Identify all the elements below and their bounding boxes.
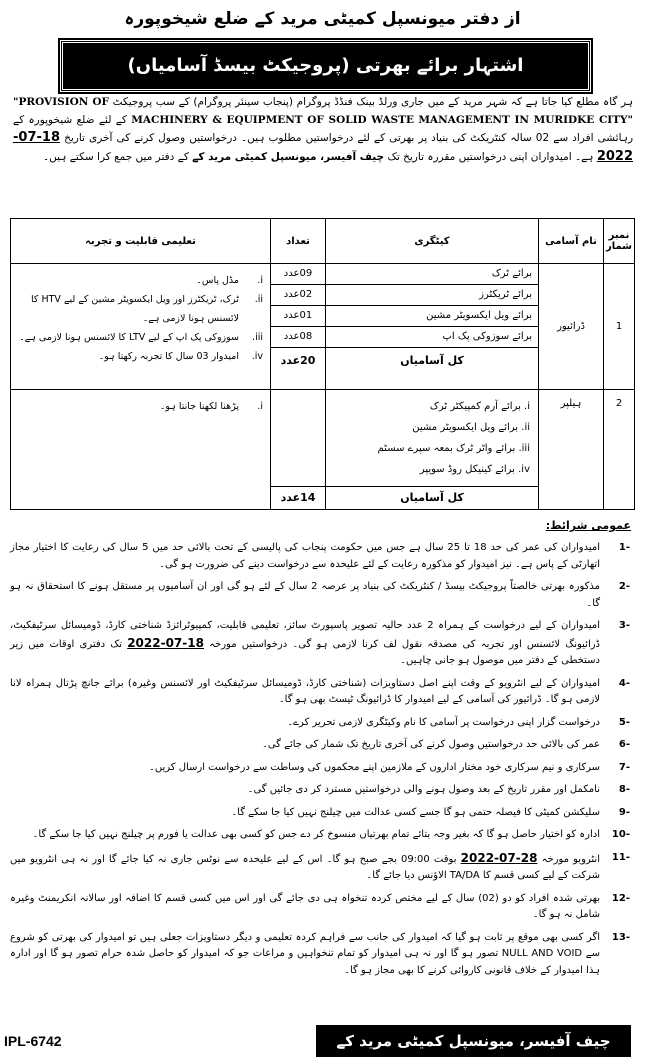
table-row (11, 264, 635, 390)
qualification-item: iii. سوزوکی پک اپ کے لیے LTV کا لائسنس ہونا لازمی ہے۔ (19, 332, 263, 343)
category-item: برائے ٹرک (326, 264, 538, 285)
condition-item: -10 ادارہ کو اختیار حاصل ہو گا کہ بغیر وجہ بتائے تمام بھرتیاں منسوخ کر دے جس کو کسی بھی عدالت یا فورم پر چیلنج نہیں کیا جا سکے گا۔ (32, 829, 630, 840)
category-item: برائے سوزوکی پک اپ (326, 327, 538, 348)
condition-item: -13 اگر کسی بھی موقع پر ثابت ہو گیا کہ امیدوار کی جانب سے فراہم کردہ تعلیمی و دیگر دستاویزات جعلی ہیں تو امیدوار کی بھرتی کو شروع سے NULL AND VOID تصور ہو گا اور نہ ہی امیدوار کو تمام تنخواہیں و مراعات جو کہ امیدوار کو حاصل شدہ حرام تصور ہو گا اور ادارہ ہذا امیدوار کے خلاف قانونی کاروائی کرنے کا بھی مجاز ہو گا۔ (10, 931, 630, 976)
count-item: 09عدد (271, 264, 325, 285)
table-row (11, 390, 635, 510)
category-item: ii. برائے ویل ایکسویٹر مشین (412, 422, 530, 433)
category-item: i. برائے آرم کمپیکٹر ٹرک (429, 401, 530, 412)
category-item: برائے ٹریکٹرز (326, 285, 538, 306)
condition-item: -12 بھرتی شدہ افراد کو دو (02) سال کے لیے مختص کردہ تنخواہ ہی دی جائے گی اور اس میں کسی قسم کا اضافہ اور سالانہ انکریمنٹ وغیرہ شامل نہ ہو گا۔ (10, 892, 630, 920)
category-item: برائے ویل ایکسویٹر مشین (326, 306, 538, 327)
conditions-list (10, 540, 630, 985)
header-count: تعداد (271, 219, 326, 264)
condition-item: -6 عمر کی بالائی حد درخواستیں وصول کرنے کی آخری تاریخ تک شمار کی جائے گی۔ (261, 739, 630, 750)
page-title: از دفتر میونسپل کمیٹی مرید کے ضلع شیخوپورہ (124, 9, 521, 29)
count-item: 08عدد (271, 327, 325, 348)
category-total: کل آسامیاں (400, 354, 464, 367)
qualification-item: iv. امیدوار 03 سال کا تجربہ رکھتا ہو۔ (98, 351, 263, 362)
category-item: iv. برائے کینیکل روڈ سویپر (419, 464, 530, 475)
row-post: ہیلپر (539, 390, 604, 510)
row-counts (271, 390, 326, 510)
qualification-item: i. مڈل پاس۔ (196, 275, 263, 286)
condition-item: -1 امیدواران کی عمر کی حد 18 تا 25 سال ہے جس میں حکومت پنجاب کی پالیسی کے تحت بالائی حد میں 5 سال کی رعایت کا اختیار مجاز اتھارٹی کے پاس ہے۔ نیز امیدوار کو مذکورہ رعایت کے لئے علیحدہ سے درخواست دینے کی ضرورت ہو گی۔ (10, 542, 630, 570)
publication-ref: IPL-6742 (4, 1033, 62, 1049)
row-qualifications (11, 390, 271, 510)
condition-item: -5 درخواست گزار اپنی درخواست پر آسامی کا نام وکیٹگری لازمی تحریر کرے۔ (287, 716, 630, 728)
row-serial: 1 (604, 264, 635, 390)
category-item: iii. برائے واٹر ٹرک بمعہ سپرے سسٹم (377, 443, 530, 454)
qualification-item: i. پڑھنا لکھنا جانتا ہو۔ (159, 401, 263, 412)
ad-banner: اشتہار برائے بھرتی (پروجیکٹ بیسڈ آسامیاں) (60, 40, 591, 92)
header-post: نام آسامی (539, 219, 604, 264)
condition-item: -7 سرکاری و نیم سرکاری خود مختار اداروں کے ملازمین اپنے محکموں کی وساطت سے درخواست ارسال کریں۔ (148, 761, 630, 773)
project-name-en-1: "PROVISION OF MACHINERY & EQUIPMENT OF SOLID WASTE (13, 96, 414, 126)
count-item: 01عدد (271, 306, 325, 327)
row-serial: 2 (604, 390, 635, 510)
row-counts (271, 264, 326, 390)
intro-text-4: کے دفتر میں جمع کرا سکتے ہیں۔ (42, 150, 189, 163)
qualification-item: ii. ٹرک، ٹریکٹرز اور ویل ایکسویٹر مشین کے لیے HTV کا لائسنس ہونا لازمی ہے۔ (31, 294, 263, 324)
condition-item: -11 انٹرویو مورخہ 28-07-2022 بوقت 09:00 بجے صبح ہو گا۔ اس کے لیے علیحدہ سے نوٹس جاری نہ کیا جائے گا اور نہ ہی انٹرویو میں شرکت کے لیے کسی قسم کا TA/DA الاؤنس دیا جائے گا۔ (10, 850, 630, 881)
count-total: 14عدد (271, 486, 325, 509)
condition-item: -8 نامکمل اور مقرر تاریخ کے بعد وصول ہونے والی درخواستیں مسترد کر دی جائیں گی۔ (247, 784, 630, 795)
row-categories (326, 264, 539, 390)
row-qualifications (11, 264, 271, 390)
table-header-row (11, 219, 635, 264)
office-name: چیف آفیسر، میونسپل کمیٹی مرید کے (192, 150, 385, 163)
row-categories (326, 390, 539, 510)
posts-table (10, 218, 635, 510)
header-category: کیٹگری (326, 219, 539, 264)
condition-item: -9 سلیکشن کمیٹی کا فیصلہ حتمی ہو گا جسے کسی عدالت میں چیلنج نہیں کیا جا سکے گا۔ (231, 806, 630, 818)
intro-text-1: ہر گاہ مطلع کیا جاتا ہے کہ شہر مرید کے میں جاری ورلڈ بینک فنڈڈ پروگرام (پنجاب سینئر پروگرام) کے سب پروجیکٹ (112, 96, 633, 108)
intro-text-3: ہے۔ امیدواران اپنی درخواستیں مقررہ تاریخ تک (387, 150, 594, 163)
intro-text-2: کے لئے ضلع شیخوپورہ کے رہائشی افراد سے 02 سالہ کنٹریکٹ کی بنیاد پر بھرتی کے لئے درخواستیں مطلوب ہیں۔ درخواستیں وصول کرنے کی آخری تاریخ (13, 113, 634, 144)
row-post: ڈرائیور (539, 264, 604, 390)
intro-paragraph (13, 94, 633, 166)
category-total: کل آسامیاں (326, 486, 538, 509)
condition-item: -2 مذکورہ بھرتی خالصتاً پروجیکٹ بیسڈ / کنٹریکٹ کی بنیاد پر عرصہ 2 سال کے لئے ہو گی اور ان آسامیوں پر مستقل ہونے کا استحقاق نہ ہو گا۔ (10, 581, 630, 609)
header-serial: نمبر شمار (604, 219, 635, 264)
conditions-title: عمومی شرائط: (545, 519, 631, 532)
condition-item: -3 امیدواران کے لیے درخواست کے ہمراہ 2 عدد حالیہ تصویر پاسپورٹ سائز، تعلیمی قابلیت، کمپیوٹرائزڈ شناختی کارڈ، ڈومیسائل سرٹیفکیٹ، ڈرائیونگ لائسنس اور تجربہ کی مصدقہ نقول لف کرنا لازمی ہو گی۔ درخواستیں مورخہ 18-07-2022 تک دفتری اوقات میں زیر دستخطی کے دفتر میں موصول ہو جانی چاہیں۔ (10, 620, 630, 666)
count-item: 02عدد (271, 285, 325, 306)
condition-item: -4 امیدواران کے لیے انٹرویو کے وقت اپنے اصل دستاویزات (شناختی کارڈ، ڈومیسائل سرٹیفکیٹ اور لائسنس وغیرہ) برائے جانچ پڑتال ہمراہ لانا لازمی ہو گا۔ ڈرائیور کی آسامی کے لیے امیدوار کا ڈرائیونگ ٹیسٹ بھی ہو گا۔ (10, 677, 630, 705)
last-date: 18-07-2022 (13, 130, 633, 164)
count-total: 20عدد (280, 354, 316, 367)
header-qualification: تعلیمی قابلیت و تجربہ (11, 219, 271, 264)
project-name-en-2: MANAGEMENT IN MURIDKE CITY" (418, 113, 633, 126)
signature-block: چیف آفیسر، میونسپل کمیٹی مرید کے (316, 1025, 631, 1057)
